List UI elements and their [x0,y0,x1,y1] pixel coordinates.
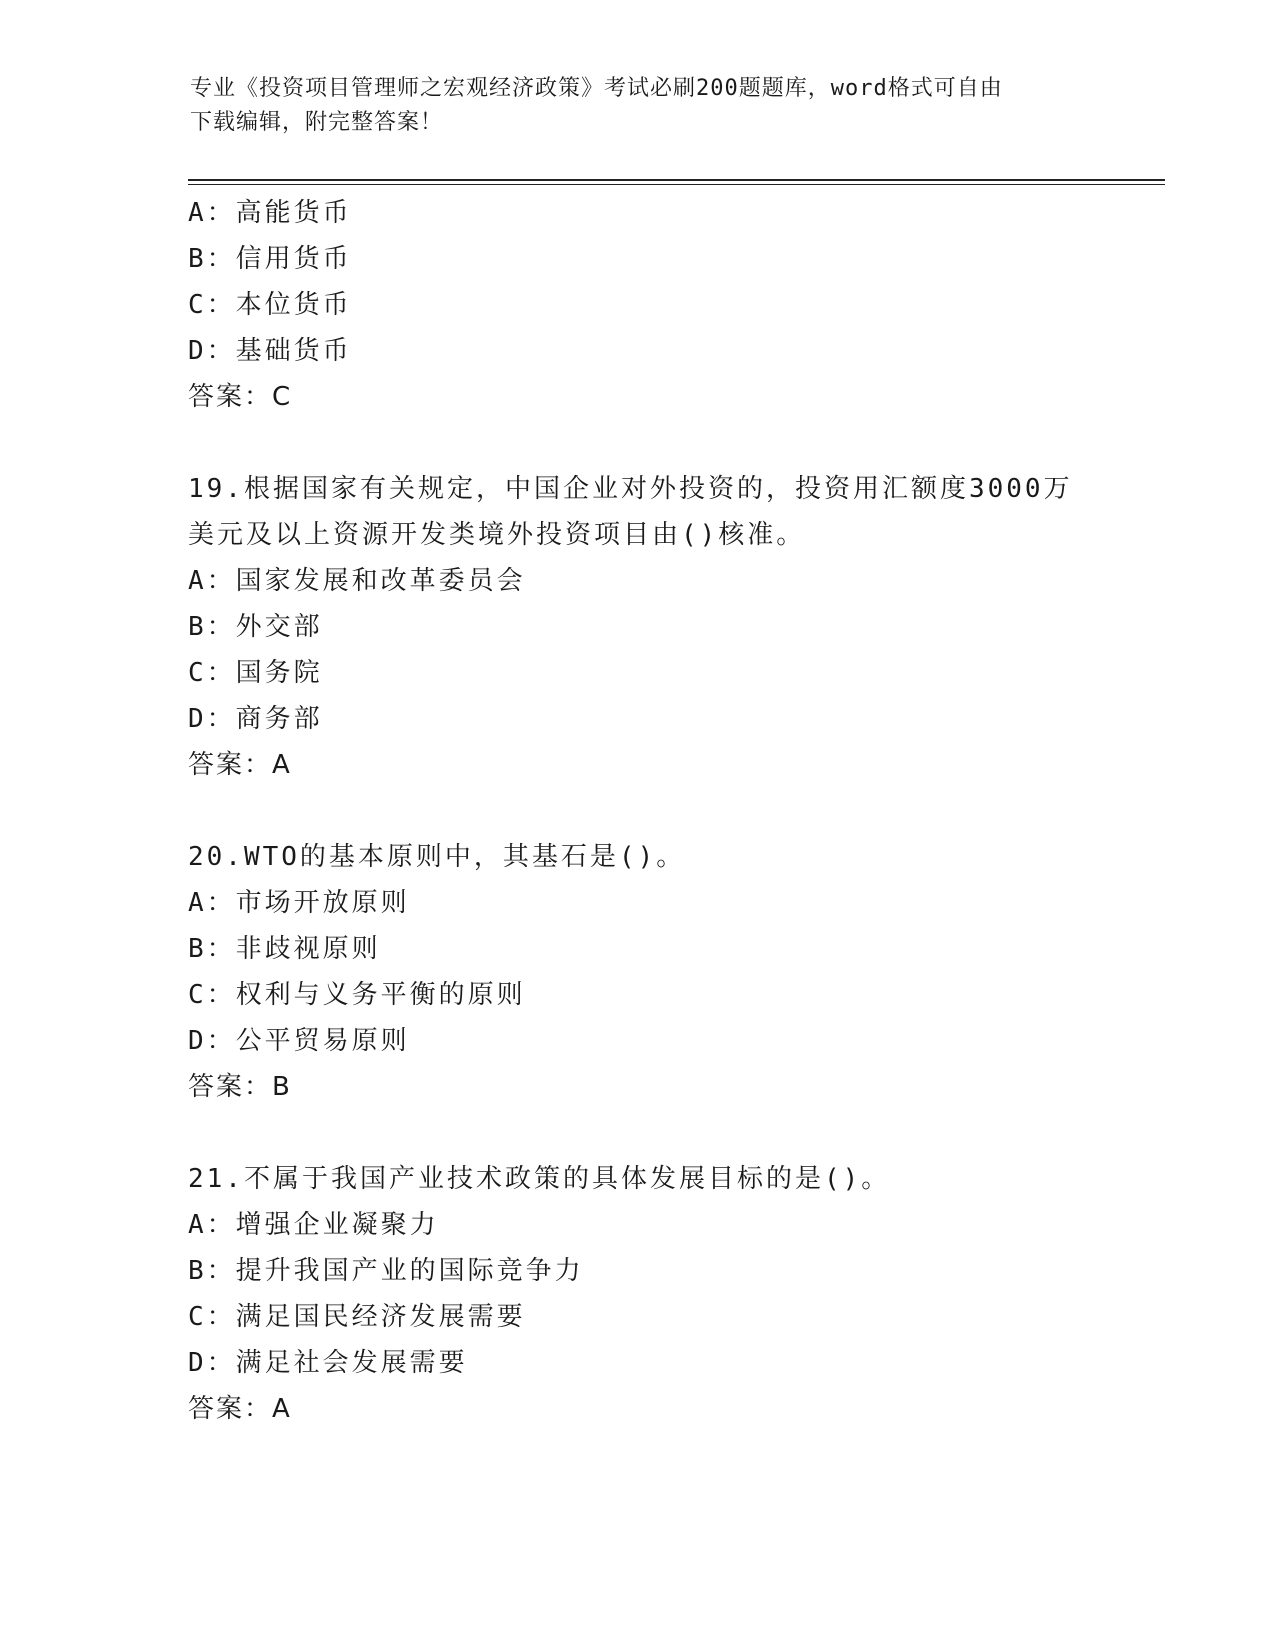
document-header [190,72,1090,140]
option-c: C：满足国民经济发展需要 [188,1302,526,1332]
option-b: B：信用货币 [188,244,352,274]
question-stem-line-1: 20.WTO的基本原则中，其基石是()。 [188,842,686,872]
answer-label: 答案：A [188,750,292,780]
option-d: D：满足社会发展需要 [188,1348,468,1378]
option-a: A：市场开放原则 [188,888,410,918]
option-a: A：增强企业凝聚力 [188,1210,439,1240]
header-line-1: 专业《投资项目管理师之宏观经济政策》考试必刷200题题库，word格式可自由 [190,76,1003,101]
question-list [188,190,1088,1432]
option-c: C：国务院 [188,658,323,688]
question-19 [188,466,1088,788]
option-c: C：权利与义务平衡的原则 [188,980,526,1010]
option-d: D：商务部 [188,704,323,734]
spacer [188,788,1088,834]
spacer [188,420,1088,466]
question-stem-line-1: 21.不属于我国产业技术政策的具体发展目标的是()。 [188,1164,891,1194]
header-line-2: 下载编辑，附完整答案！ [190,110,444,135]
header-divider-thick [188,179,1165,181]
question-stem-line-1: 19.根据国家有关规定，中国企业对外投资的，投资用汇额度3000万 [188,474,1073,504]
question-20 [188,834,1088,1110]
answer-label: 答案：B [188,1072,292,1102]
option-b: B：非歧视原则 [188,934,381,964]
option-a: A：国家发展和改革委员会 [188,566,526,596]
question-stem-line-2: 美元及以上资源开发类境外投资项目由()核准。 [188,520,806,550]
spacer [188,1110,1088,1156]
question-21 [188,1156,1088,1432]
option-d: D：公平贸易原则 [188,1026,410,1056]
header-divider-thin [188,184,1165,185]
option-b: B：外交部 [188,612,323,642]
option-d: D：基础货币 [188,336,352,366]
option-a: A：高能货币 [188,198,352,228]
answer-label: 答案：C [188,382,293,412]
option-b: B：提升我国产业的国际竞争力 [188,1256,584,1286]
option-c: C：本位货币 [188,290,352,320]
answer-label: 答案：A [188,1394,292,1424]
question-18 [188,190,1088,420]
